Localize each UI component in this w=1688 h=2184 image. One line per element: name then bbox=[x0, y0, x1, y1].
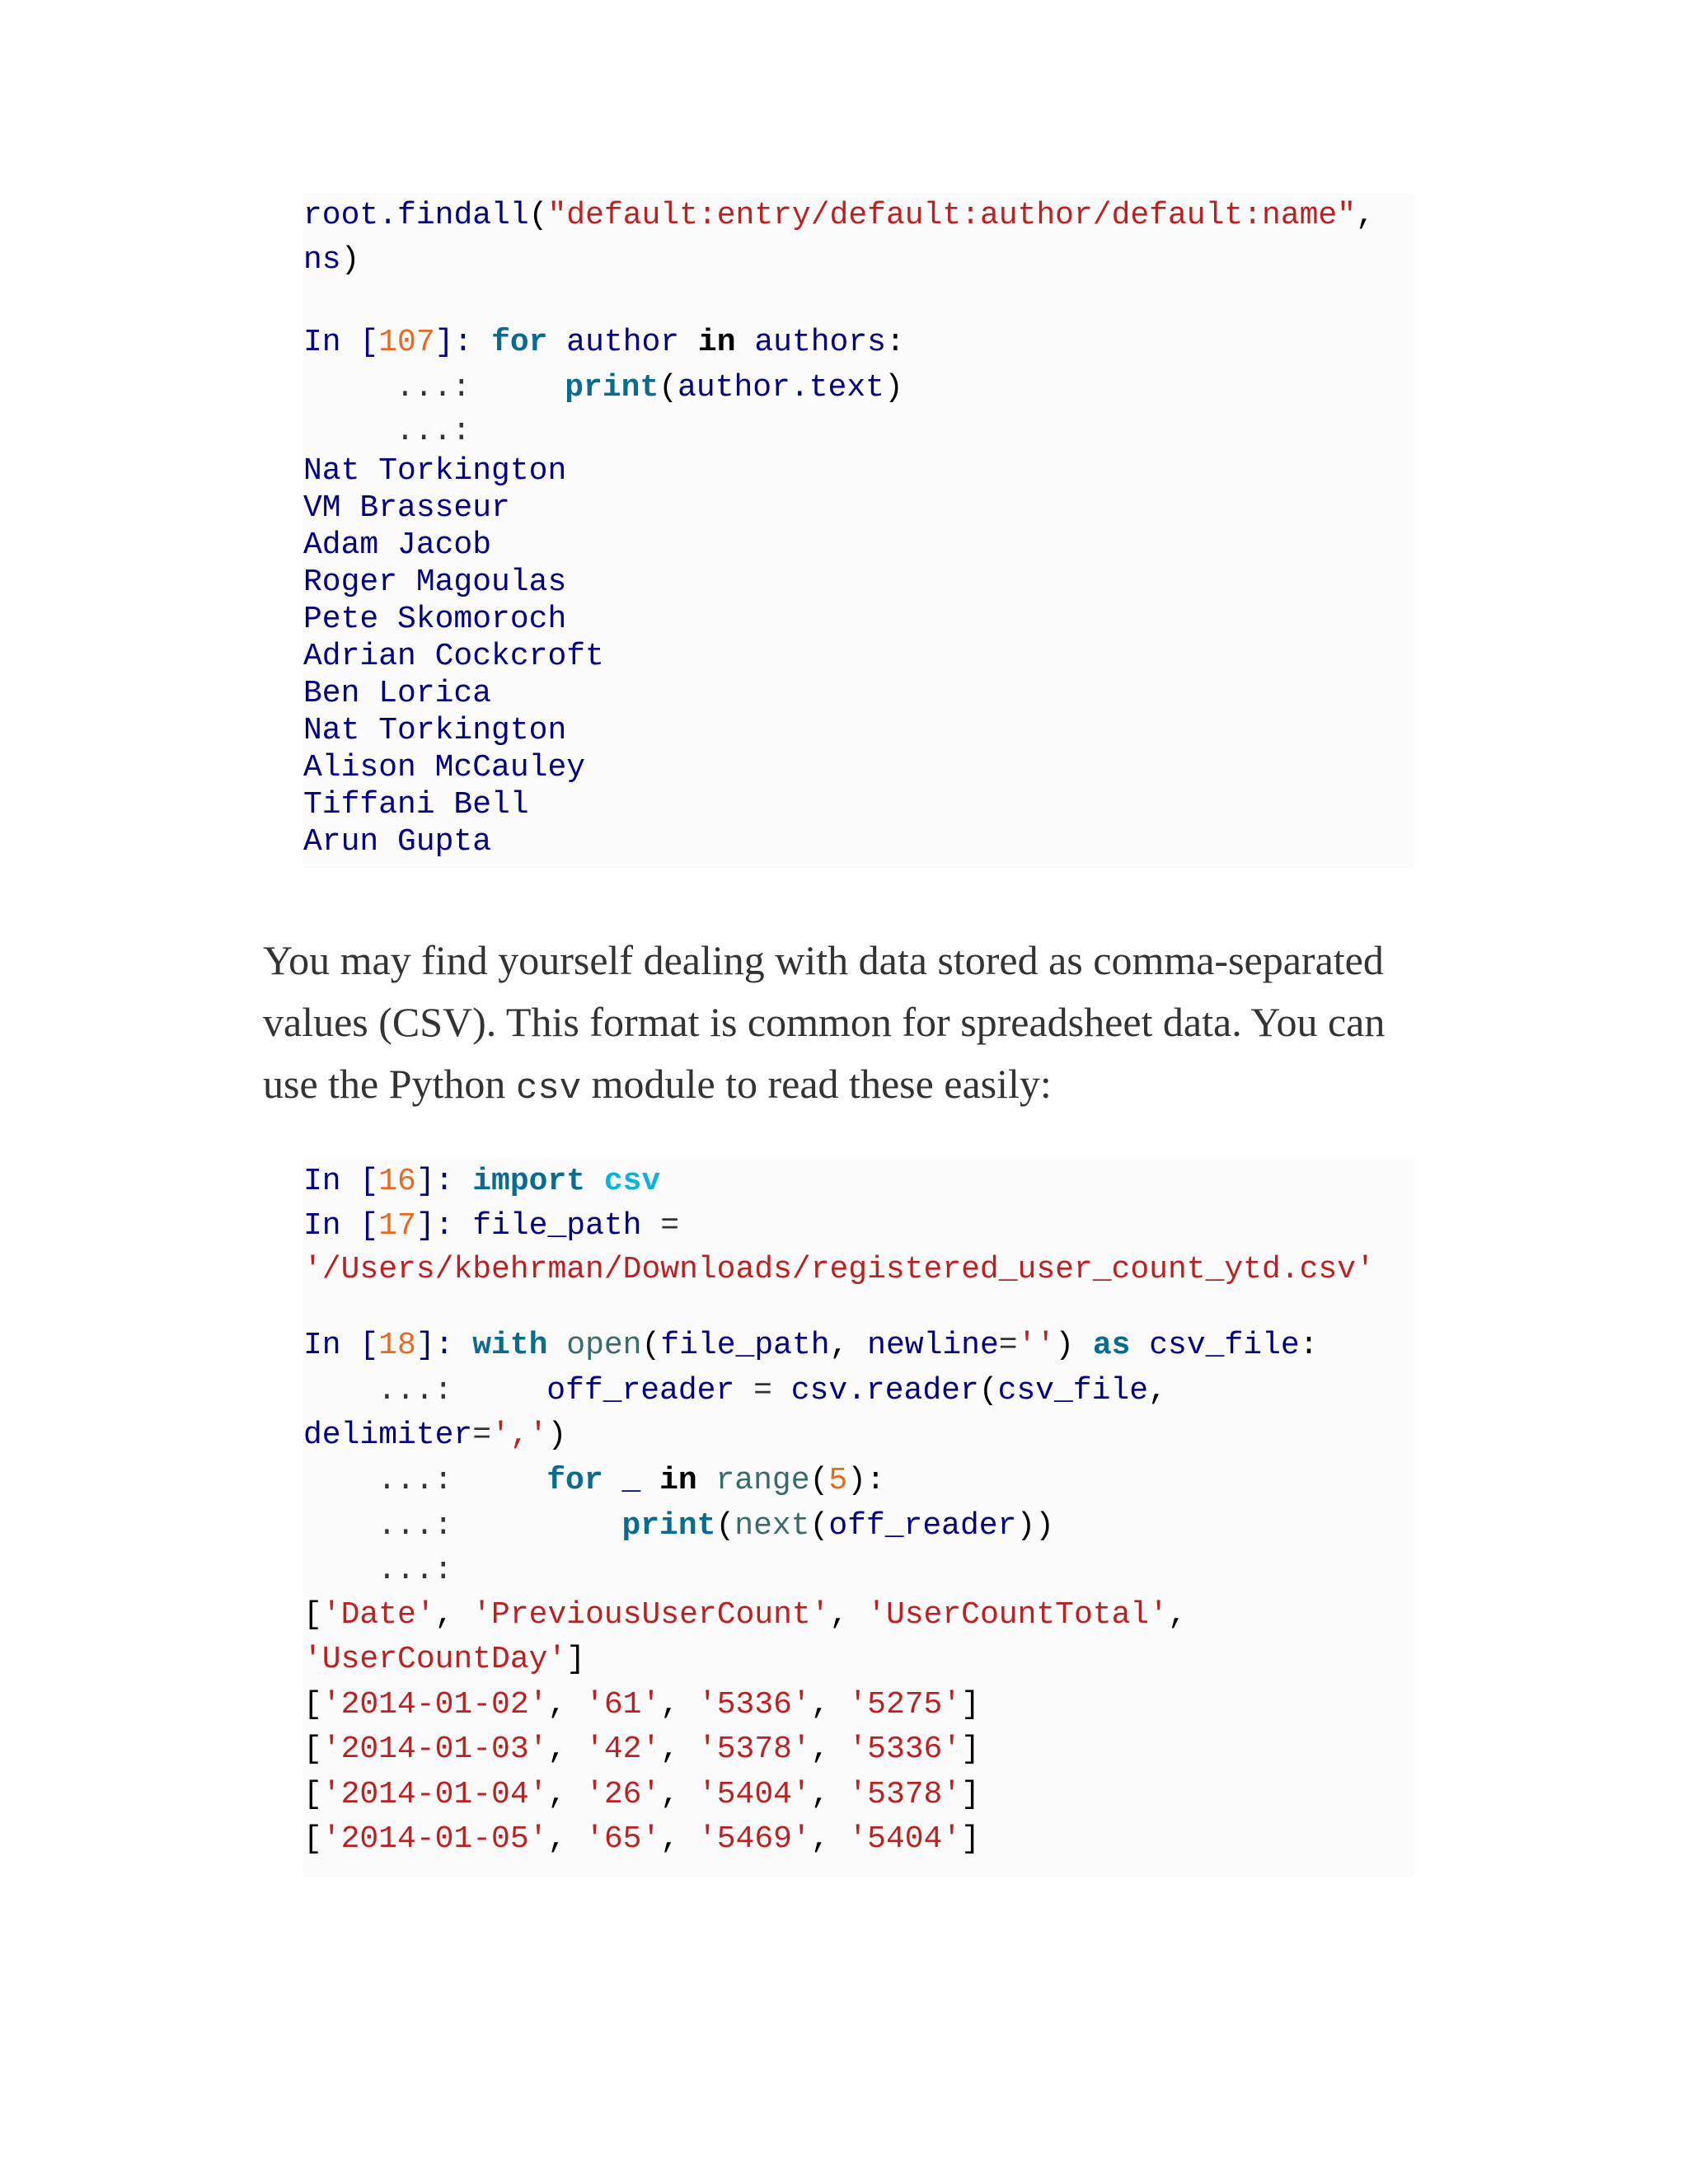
code-line-continuation-reader: ...: off_reader = csv.reader(csv_file, bbox=[377, 1373, 1167, 1408]
output-line: Adrian Cockcroft bbox=[303, 639, 604, 674]
code-line-in-18: In [18]: with open(file_path, newline='') as csv_file: bbox=[303, 1328, 1319, 1363]
output-line: Adam Jacob bbox=[303, 527, 492, 563]
output-line: Tiffani Bell bbox=[303, 787, 529, 823]
code-line-delimiter: delimiter=',') bbox=[303, 1418, 567, 1453]
code-line-continuation-for: ...: for _ in range(5): bbox=[377, 1463, 885, 1498]
output-header-row: ['Date', 'PreviousUserCount', 'UserCountTotal', bbox=[303, 1597, 1187, 1633]
code-line-continuation-print: ...: print(author.text) bbox=[396, 370, 903, 405]
output-line: Arun Gupta bbox=[303, 824, 492, 860]
output-header-row-cont: 'UserCountDay'] bbox=[303, 1642, 586, 1677]
output-data-row: ['2014-01-02', '61', '5336', '5275'] bbox=[303, 1687, 980, 1722]
code-block-csv bbox=[303, 1160, 1414, 1877]
inline-code-csv: csv bbox=[515, 1068, 582, 1109]
output-line: Pete Skomoroch bbox=[303, 602, 567, 637]
output-line: Roger Magoulas bbox=[303, 565, 567, 600]
output-line: Nat Torkington bbox=[303, 713, 567, 748]
code-line-findall: root.findall("default:entry/default:author/default:name", bbox=[303, 198, 1375, 233]
output-line: Ben Lorica bbox=[303, 676, 492, 711]
code-line-in-16: In [16]: import csv bbox=[303, 1164, 661, 1199]
code-line-in-17: In [17]: file_path = bbox=[303, 1208, 680, 1244]
code-line-in-107: In [107]: for author in authors: bbox=[303, 325, 905, 360]
output-data-row: ['2014-01-04', '26', '5404', '5378'] bbox=[303, 1777, 980, 1812]
output-line: Alison McCauley bbox=[303, 750, 586, 785]
output-line: Nat Torkington bbox=[303, 453, 567, 489]
output-data-row: ['2014-01-05', '65', '5469', '5404'] bbox=[303, 1821, 980, 1857]
code-block-authors bbox=[303, 194, 1414, 868]
code-line-ns: ns) bbox=[303, 242, 360, 278]
code-line-path-string: '/Users/kbehrman/Downloads/registered_user_count_ytd.csv' bbox=[303, 1252, 1375, 1287]
code-line-continuation-print: ...: print(next(off_reader)) bbox=[377, 1508, 1054, 1544]
code-line-continuation-end: ...: bbox=[377, 1553, 453, 1588]
output-line: VM Brasseur bbox=[303, 490, 510, 526]
code-line-continuation-end: ...: bbox=[396, 414, 471, 449]
body-paragraph: You may find yourself dealing with data stored as comma-separated values (CSV). This format is common for spreadsheet data. You can use the Python csv module to read these easily: bbox=[263, 937, 1386, 1109]
output-data-row: ['2014-01-03', '42', '5378', '5336'] bbox=[303, 1732, 980, 1767]
